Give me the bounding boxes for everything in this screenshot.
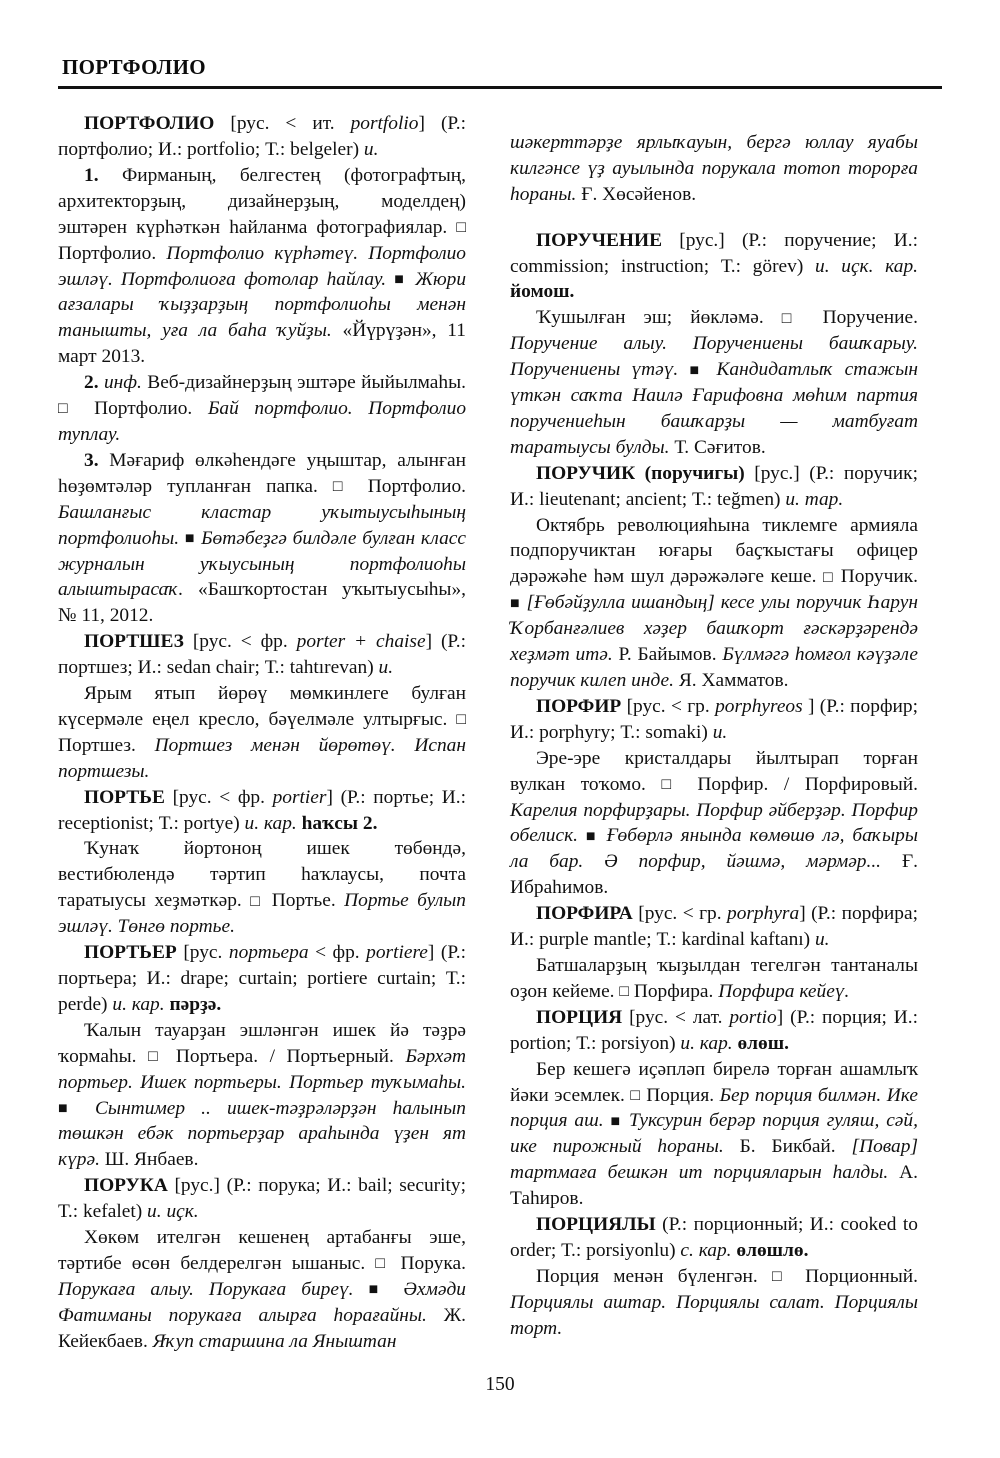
entry-head-paragraph xyxy=(510,228,918,306)
open-square-icon xyxy=(375,1253,390,1274)
usage-examples: Порфира кейеү. xyxy=(718,980,850,1002)
sense-definition: Батшаларҙың ҡыҙылдан тегелгән тантаналы оҙон кейеме. xyxy=(510,954,918,1002)
filled-square-icon xyxy=(586,825,599,846)
citation-text: Бөтәбеҙгә билдәле булған класс журналын уҡыусының портфолиоһы алыштырасаҡ. xyxy=(58,527,466,601)
gloss-line: (Р.: порфира; И.: purple mantle; Т.: kardinal kaftanı) и. xyxy=(510,903,918,951)
entry-continuation-poruka xyxy=(510,130,918,208)
open-square-icon xyxy=(250,890,263,911)
gloss-line: (Р.: поручик; И.: lieutenant; ancient; Т.: teğmen) и. тар. xyxy=(510,462,918,510)
dictionary-entry-porfira xyxy=(510,901,918,1005)
citation-text-2: Бүлмәгә һомғол кәүҙәле поручик килеп инде. xyxy=(510,644,918,691)
etymology: [рус. < гр. porphyra] xyxy=(638,903,806,925)
etymology-source-word: portfolio xyxy=(350,113,419,135)
dictionary-entry-portfolio xyxy=(58,111,466,629)
russian-equivalent: Поручик. xyxy=(840,566,918,588)
page-number: 150 xyxy=(485,1374,515,1395)
gloss-line: (Р.: портшез; И.: sedan chair; Т.: tahtırevan) и. xyxy=(58,631,467,679)
citation-text: Сынтимер .. ишек-тәҙрәләрҙән һалынып төшкән ебәк портьерҙар араһында үҙен ят күрә. xyxy=(58,1097,467,1171)
headword: ПОРФИРА xyxy=(536,903,633,925)
sense-definition: Октябрь революцияһына тиклемге армияла подпоручиктан юғары баҫҡыстағы офицер дәрәжәһе һәм шул дәрәжәләге кеше. xyxy=(510,514,918,588)
usage-examples: Порциялы аштар. Порциялы салат. Порциялы торт. xyxy=(510,1291,918,1339)
usage-examples: Портфолио күрһәтеү. Портфолио эшләү. Портфолиоға фотолар һайлау. xyxy=(58,242,466,290)
citation-text: Ғөбөрлә янында көмөшө лә, баҡыры ла бар. Ә порфир, йәшмә, мәрмәр... xyxy=(510,825,918,873)
usage-examples: Башланғыс кластар уҡытыусыһының портфолиоһы. xyxy=(58,501,466,549)
dictionary-entry-poruchenie xyxy=(510,228,918,461)
headword: ПОРТЬЕР xyxy=(84,942,177,964)
sense-definition: Ярым ятып йөрөү мөмкинлеге булған күсермәле еңел кресло, бәүелмәле ултырғыс. xyxy=(58,683,466,730)
citation-text-continued: шәкерттәрҙе ярлыҡауын, бергә юллау яуабы килгәнсе үҙ ауылында порукала тотоп торорға һораны. xyxy=(510,132,918,206)
open-square-icon xyxy=(456,217,466,238)
gloss-line: (Р.: портье; И.: receptionist; Т.: portye) и. кар. һаҡсы 2. xyxy=(58,786,466,834)
entry-head-paragraph xyxy=(58,785,466,837)
russian-equivalent: Порционный. xyxy=(805,1265,918,1287)
headword: ПОРЦИЯЛЫ xyxy=(536,1214,656,1236)
etymology: [рус. портьера < фр. portiere] xyxy=(183,942,435,964)
dictionary-entry-poruka xyxy=(58,1173,466,1354)
citation-text: Жюри ағзалары ҡыҙҙарҙың портфолиоһы менән танышты, уға ла баһа ҡуйҙы. xyxy=(58,268,467,342)
cross-reference: йомош. xyxy=(510,281,575,303)
citation-source: «Йүрүҙән», 11 март 2013. xyxy=(58,320,466,368)
etymology: [рус.] xyxy=(174,1175,220,1197)
etymology: [рус. < лат. portio] xyxy=(629,1006,784,1028)
cross-reference: өлөшлө. xyxy=(736,1239,809,1261)
open-square-icon xyxy=(619,981,629,1002)
open-square-icon xyxy=(456,709,466,730)
sense-1 xyxy=(510,1264,918,1342)
russian-equivalent: Порфир. / Порфировый. xyxy=(697,773,918,795)
dictionary-entry-portshez xyxy=(58,629,466,784)
gloss-line: (Р.: портфолио; И.: portfolio; Т.: belgeler) и. xyxy=(58,113,466,160)
headword: ПОРФИР xyxy=(536,695,622,717)
entry-head-paragraph xyxy=(510,694,918,746)
etymology: [рус. < фр. portier] xyxy=(172,786,333,808)
sense-2 xyxy=(58,370,466,448)
etymology-source-word: porphyra xyxy=(727,903,800,925)
dictionary-entry-porciya xyxy=(510,1005,918,1212)
etymology-source-word: porphyreos xyxy=(715,695,803,717)
dictionary-entry-portye xyxy=(58,785,466,940)
entry-head-paragraph xyxy=(510,1005,918,1057)
russian-equivalent: Порция. xyxy=(646,1084,715,1106)
etymology-source-word: portio xyxy=(729,1006,777,1028)
cross-reference: пәрҙә. xyxy=(169,993,222,1015)
usage-examples: Портшез менән йөрөтөү. Испан портшезы. xyxy=(58,734,466,782)
filled-square-icon xyxy=(369,1279,389,1300)
citation-source-2: Я. Хамматов. xyxy=(678,670,789,691)
headword: ПОРТФОЛИО xyxy=(84,113,215,135)
citation-source: Ғ. Хөсәйенов. xyxy=(581,184,697,206)
headword: ПОРУЧЕНИЕ xyxy=(536,229,663,251)
dictionary-entry-porfir xyxy=(510,694,918,901)
running-head: ПОРТФОЛИО xyxy=(62,55,206,79)
etymology-russian-form: портьера xyxy=(228,942,309,964)
citation-source: Ғ. Ибраһимов. xyxy=(510,851,918,899)
dictionary-entry-portyer xyxy=(58,940,466,1173)
usage-examples: Поручение алыу. Поручениены башҡарыу. Поручениены үтәү. xyxy=(510,333,918,381)
sense-3 xyxy=(58,448,466,629)
sense-1 xyxy=(510,953,918,1005)
sense-1 xyxy=(510,513,918,694)
entry-head-paragraph xyxy=(58,629,466,681)
russian-equivalent: Портфолио. xyxy=(94,398,193,420)
sense-definition: Ҡунаҡ йортоноң ишек төбөндә, вестибюлендә тәртип һаҡлаусы, почта таратыусы хеҙмәткәр. xyxy=(58,838,466,912)
citation-text: Әхмәди Фатиманы порукаға алырға һорағайны. xyxy=(58,1278,466,1326)
sense-definition: Фирманың, белгестең (фотографтың, архитекторҙың, дизайнерҙың, моделдең) эштәрен күрһәткән һайланма фотографиялар. xyxy=(58,164,466,238)
citation-source: «Башҡортостан уҡытыусыһы», № 11, 2012. xyxy=(58,579,466,627)
citation-source: Р. Байымов. xyxy=(618,644,717,666)
usage-examples: Порукаға алыу. Порукаға биреү. xyxy=(58,1278,354,1300)
filled-square-icon xyxy=(58,1098,79,1119)
dictionary-entry-porciyaly xyxy=(510,1212,918,1342)
open-square-icon xyxy=(661,774,681,795)
headword: ПОРУЧИК xyxy=(536,462,636,484)
gloss-line: (Р.: порционный; И.: cooked to order; Т.: porsiyonlu) с. кар. өлөшлө. xyxy=(510,1214,918,1261)
citation-source-2: А. Таһиров. xyxy=(510,1162,918,1210)
continuation-paragraph xyxy=(510,130,918,208)
open-square-icon xyxy=(333,476,353,497)
entry-head-paragraph xyxy=(510,1212,918,1264)
entry-head-paragraph xyxy=(58,111,466,163)
citation-source: Ш. Янбаев. xyxy=(104,1149,199,1171)
russian-equivalent: Порука. xyxy=(400,1252,466,1274)
usage-examples: Бәрхәт портьер. Ишек портьеры. Портьер туҡымаһы. xyxy=(58,1045,467,1093)
sense-number: 1. xyxy=(84,164,99,186)
headword: ПОРЦИЯ xyxy=(536,1006,623,1028)
sense-definition: Порция менән бүленгән. xyxy=(536,1265,758,1287)
sense-number: 3. xyxy=(84,449,99,471)
citation-source: Т. Сәғитов. xyxy=(674,436,766,458)
filled-square-icon xyxy=(510,592,521,613)
sense-1 xyxy=(510,746,918,901)
sense-1 xyxy=(510,305,918,460)
russian-equivalent: Портфолио. xyxy=(58,242,157,264)
citation-text-2: [Повар] тартмаға бешкән ит порцияларын һалды. xyxy=(510,1136,918,1184)
filled-square-icon xyxy=(610,1110,622,1131)
open-square-icon xyxy=(148,1046,164,1067)
sense-1 xyxy=(58,836,466,940)
cross-reference: өлөш. xyxy=(737,1032,789,1054)
sense-definition: Бер кешегә иҫәпләп бирелә торған ашамлыҡ йәки эсемлек. xyxy=(510,1058,918,1106)
filled-square-icon xyxy=(394,269,407,290)
etymology: [рус.] xyxy=(754,462,800,484)
gloss-line: (Р.: порука; И.: bail; security; Т.: kefalet) и. иҫк. xyxy=(58,1175,466,1223)
entry-head-paragraph xyxy=(58,940,466,1018)
sense-definition: Хөкөм ителгән кешенең артабанғы эше, тәртибе өсөн белдерелгән ышаныс. xyxy=(58,1227,466,1274)
open-square-icon xyxy=(782,307,805,328)
sense-1 xyxy=(510,1057,918,1212)
citation-text: Туксурин берәр порция гуляш, сәй, ике пирожный һораны. xyxy=(510,1110,918,1158)
etymology-source-word: portier xyxy=(272,786,327,808)
headword: ПОРУКА xyxy=(84,1175,168,1197)
sense-1 xyxy=(58,681,466,785)
headword: ПОРТШЕЗ xyxy=(84,631,184,653)
header-divider xyxy=(58,86,942,89)
gloss-line: (Р.: порция; И.: portion; Т.: porsiyon) и. кар. өлөш. xyxy=(510,1006,918,1054)
usage-examples: Бай портфолио. Портфолио туплау. xyxy=(58,398,467,445)
filled-square-icon xyxy=(185,528,196,549)
russian-equivalent: Порфира. xyxy=(633,980,714,1002)
usage-examples: Карелия порфирҙары. Порфир әйберҙәр. Порфир обелиск. xyxy=(510,799,918,847)
gloss-line: (Р.: портьера; И.: drape; curtain; portiere curtain; Т.: perde) и. кар. пәрҙә. xyxy=(58,942,466,1015)
etymology: [рус. < ит. portfolio] xyxy=(230,113,425,135)
open-square-icon xyxy=(772,1266,791,1287)
etymology-source-word: porter + chaise xyxy=(296,631,426,653)
entry-head-paragraph xyxy=(510,901,918,953)
etymology: [рус.] xyxy=(679,229,725,251)
citation-source: Ж. Кейекбаев. xyxy=(58,1304,466,1352)
headword-inflected-form: (поручигы) xyxy=(644,462,745,484)
open-square-icon xyxy=(823,566,834,587)
citation-text: Кандидатлыҡ стажын үткән саҡта Наилә Ғарифовна мөһим партия поручениеһын башҡарҙы — матбуғат таратыусы булды. xyxy=(510,359,918,458)
sense-definition: Ҡалын тауарҙан эшләнгән ишек йә тәҙрә ҡормаһы. xyxy=(58,1019,466,1067)
open-square-icon xyxy=(630,1085,640,1106)
sense-definition: Мәғариф өлкәһендәге уңыштар, алынған һөҙөмтәләр тупланған папка. xyxy=(58,449,466,497)
citation-text: [Ғөбәйҙулла ишандың] кесе улы поручик Һарун Ҡорбанғәлиев хәҙер башҡорт ғәскәрҙәрендә хеҙмәт итә. xyxy=(510,592,918,666)
russian-equivalent: Портшез. xyxy=(58,734,136,756)
filled-square-icon xyxy=(689,359,705,380)
entry-head-paragraph xyxy=(58,1173,466,1225)
right-column xyxy=(510,111,918,1341)
entry-head-paragraph xyxy=(510,461,918,513)
sense-1 xyxy=(58,163,466,370)
two-column-body xyxy=(58,111,942,1355)
cross-reference: һаҡсы 2. xyxy=(301,812,378,834)
left-column xyxy=(58,111,466,1355)
dictionary-entry-poruchik xyxy=(510,461,918,694)
russian-equivalent: Портфолио. xyxy=(367,475,466,497)
russian-equivalent: Портьера. / Портьерный. xyxy=(175,1045,394,1067)
sense-1 xyxy=(58,1225,466,1355)
sense-definition: Эре-эре кристалдары йылтырап торған вулкан тоҡомо. xyxy=(510,747,918,795)
citation-source: Б. Бикбай. xyxy=(739,1136,836,1158)
usage-examples: Бер порция билмән. Ике порция аш. xyxy=(510,1084,918,1132)
etymology: [рус. < фр. porter + chaise] xyxy=(192,631,433,653)
sense-number: 2. xyxy=(84,372,99,394)
sense-definition: Веб-дизайнерҙың эштәре йыйылмаһы. xyxy=(147,372,466,394)
etymology: [рус. < гр. porphyreos ] xyxy=(626,695,815,717)
usage-examples: Портье булып эшләү. Төнгө портье. xyxy=(58,890,466,938)
sense-label: инф. xyxy=(103,372,142,394)
sense-1 xyxy=(58,1018,466,1173)
open-square-icon xyxy=(58,398,78,419)
citation-text-continued: Яҡуп старшина ла Яныштан xyxy=(152,1330,397,1352)
gloss-line: (Р.: порфир; И.: porphyry; Т.: somaki) и. xyxy=(510,695,918,743)
sense-definition: Ҡушылған эш; йөкләмә. xyxy=(536,307,764,329)
headword: ПОРТЬЕ xyxy=(84,786,165,808)
gloss-line: (Р.: поручение; И.: commission; instruction; Т.: görev) и. иҫк. кар. йомош. xyxy=(510,229,918,303)
etymology-source-word: portiere xyxy=(366,942,428,964)
russian-equivalent: Поручение. xyxy=(822,307,919,329)
russian-equivalent: Портье. xyxy=(271,890,336,912)
